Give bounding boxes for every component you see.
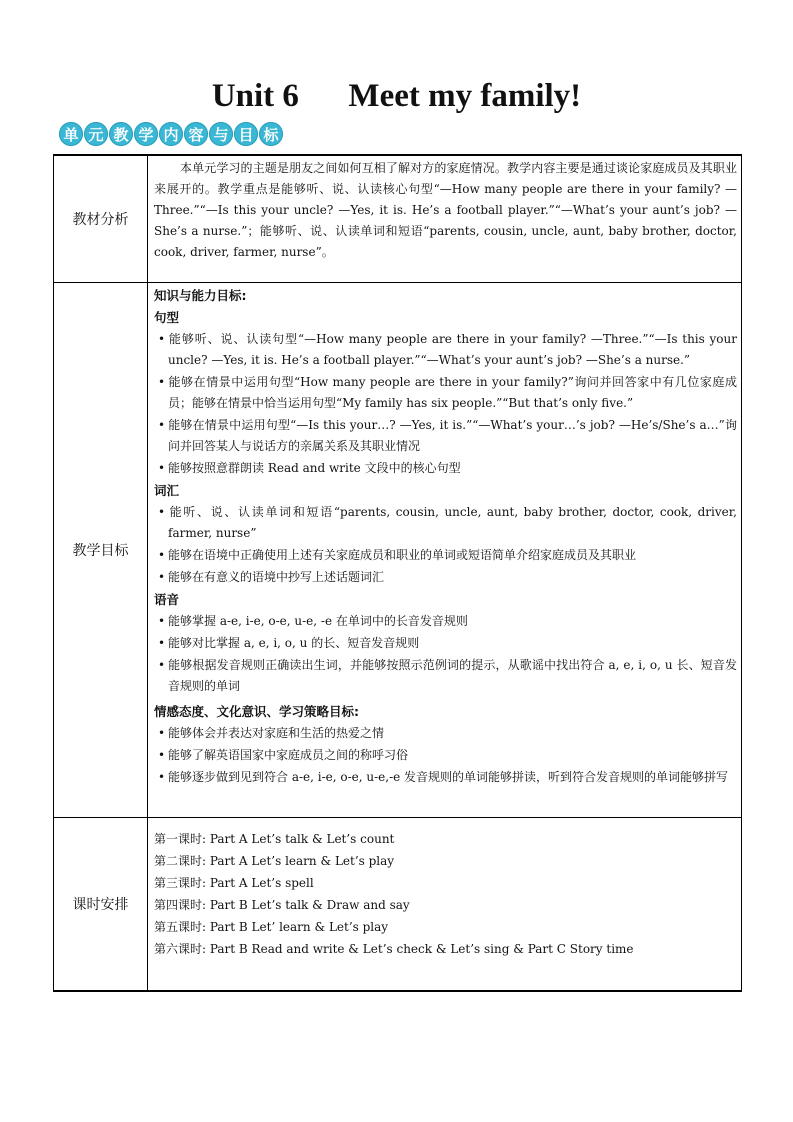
list-item: • 能听、说、认读单词和短语“parents, cousin, uncle, aunt, baby brother, doctor, cook, driver, farmer, nurse” (154, 502, 737, 544)
phonics-heading: 语音 (154, 592, 180, 607)
unit-table (53, 154, 742, 992)
vocab-heading: 词汇 (154, 483, 180, 498)
label-analysis: 教材分析 (54, 155, 148, 283)
list-item: • 能够逐步做到见到符合 a-e, i-e, o-e, u-e,-e 发音规则的单词能够拼读，听到符合发音规则的单词能够拼写 (154, 767, 737, 788)
list-item: • 能够在情景中运用句型“How many people are there in your family?”询问并回答家中有几位家庭成员；能够在情景中恰当运用句型“My family has six people.”“But that’s only five.” (154, 372, 737, 414)
lesson-item: 第一课时: Part A Let’s talk & Let’s count (154, 832, 395, 846)
list-item: • 能够听、说、认读句型“—How many people are there in your family? —Three.”“—Is this your uncle? —Yes, it is. He’s a football player.”“—What’s your aunt’s job? —She’s a nurse.” (154, 329, 737, 371)
goals-content (148, 283, 742, 818)
list-item: • 能够按照意群朗读 Read and write 文段中的核心句型 (154, 458, 737, 479)
banner-char: 与 (209, 122, 233, 146)
row-analysis (54, 155, 742, 283)
label-schedule: 课时安排 (54, 818, 148, 992)
lesson-item: 第三课时: Part A Let’s spell (154, 876, 314, 890)
lesson-item: 第六课时: Part B Read and write & Let’s check & Let’s sing & Part C Story time (154, 942, 634, 956)
list-item: • 能够体会并表达对家庭和生活的热爱之情 (154, 723, 737, 744)
list-item: • 能够根据发音规则正确读出生词，并能够按照示范例词的提示，从歌谣中找出符合 a, e, i, o, u 长、短音发音规则的单词 (154, 655, 737, 697)
knowledge-heading: 知识与能力目标: (154, 288, 247, 303)
banner-char: 单 (59, 122, 83, 146)
banner-char: 内 (159, 122, 183, 146)
banner-char: 标 (259, 122, 283, 146)
list-item: • 能够了解英语国家中家庭成员之间的称呼习俗 (154, 745, 737, 766)
banner-char: 学 (134, 122, 158, 146)
list-item: • 能够在语境中正确使用上述有关家庭成员和职业的单词或短语简单介绍家庭成员及其职业 (154, 545, 737, 566)
list-item: • 能够对比掌握 a, e, i, o, u 的长、短音发音规则 (154, 633, 737, 654)
page-title: Unit 6 Meet my family! (211, 78, 582, 114)
lesson-item: 第二课时: Part A Let’s learn & Let’s play (154, 854, 395, 868)
sentence-heading: 句型 (154, 310, 180, 325)
banner-char: 容 (184, 122, 208, 146)
lesson-item: 第五课时: Part B Let’ learn & Let’s play (154, 920, 389, 934)
banner-char: 目 (234, 122, 258, 146)
banner-char: 教 (109, 122, 133, 146)
row-schedule (54, 818, 742, 992)
list-item: • 能够在有意义的语境中抄写上述话题词汇 (154, 567, 737, 588)
analysis-text: 本单元学习的主题是朋友之间如何互相了解对方的家庭情况。教学内容主要是通过谈论家庭成员及其职业来展开的。教学重点是能够听、说、认读核心句型“—How many people are there in your family? —Three.”“—Is this your uncle? —Yes, it is. He’s a football player.”“—What’s your aunt’s job? —She’s a nurse.”；能够听、说、认读单词和短语“parents, cousin, uncle, aunt, baby brother, doctor, cook, driver, farmer, nurse”。 (154, 161, 737, 259)
section-banner (59, 122, 283, 146)
lesson-item: 第四课时: Part B Let’s talk & Draw and say (154, 898, 410, 912)
row-goals (54, 283, 742, 818)
banner-char: 元 (84, 122, 108, 146)
list-item: • 能够在情景中运用句型“—Is this your…? —Yes, it is.”“—What’s your…’s job? —He’s/She’s a…”询问并回答某人与说话方的亲属关系及其职业情况 (154, 415, 737, 457)
analysis-content (148, 155, 742, 283)
schedule-content (148, 818, 742, 992)
affect-heading: 情感态度、文化意识、学习策略目标: (154, 704, 359, 719)
list-item: • 能够掌握 a-e, i-e, o-e, u-e, -e 在单词中的长音发音规则 (154, 611, 737, 632)
label-goals: 教学目标 (54, 283, 148, 818)
